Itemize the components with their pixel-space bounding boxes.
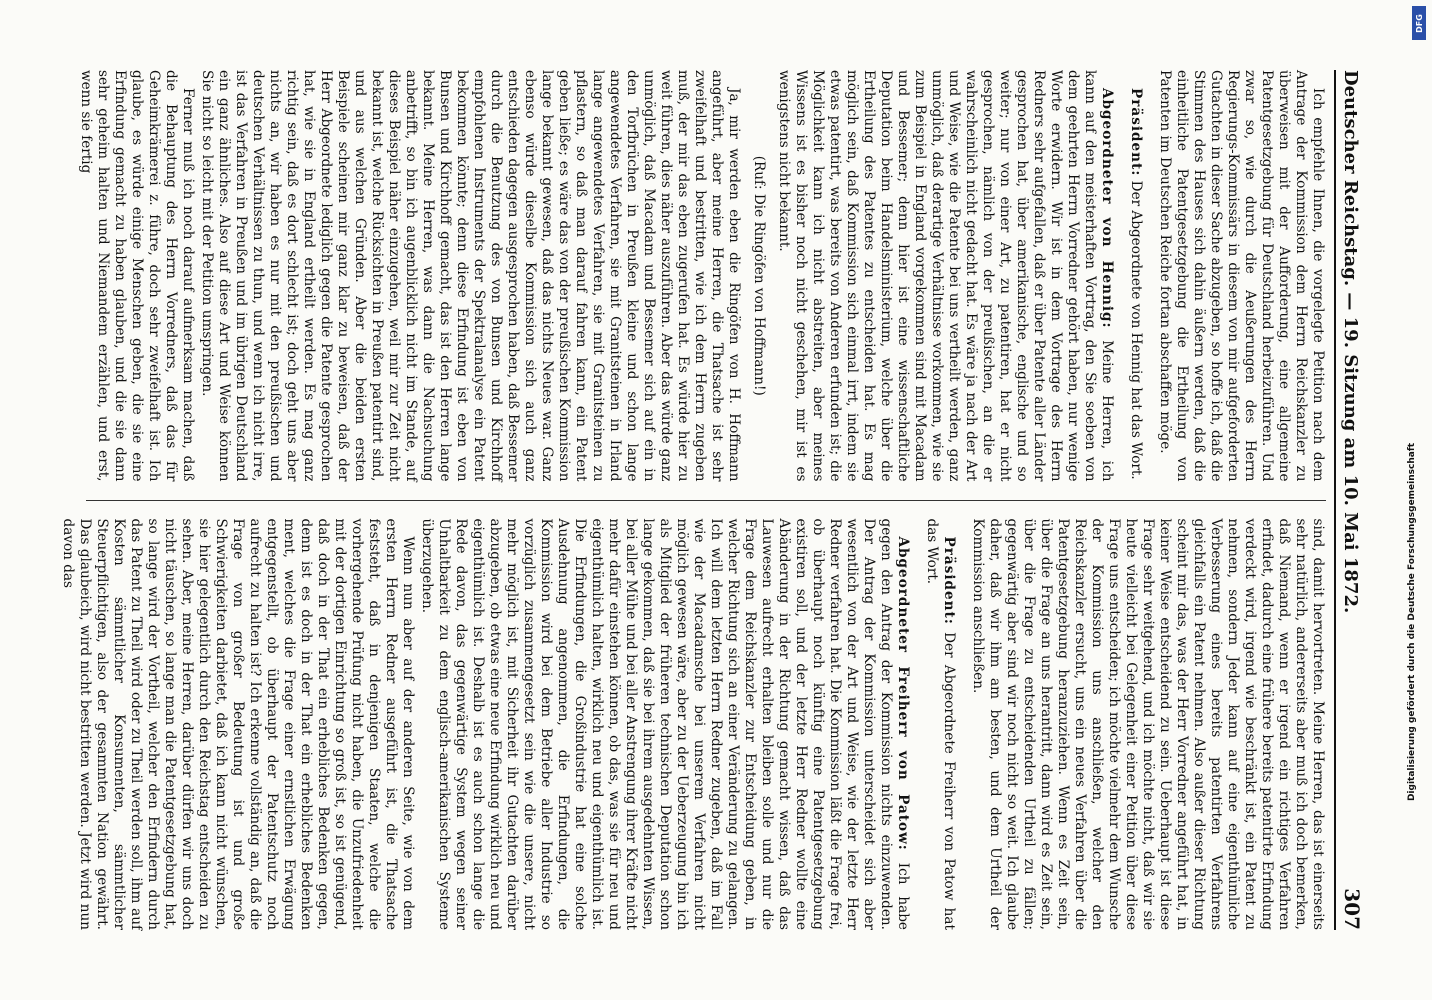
speaker-label: Präsident: <box>941 536 957 625</box>
speaker-label: Abgeordneter Freiherr von Patow: <box>895 536 911 851</box>
credit-text: Digitalisierung gefördert durch die Deutsche Forschungsgemeinschaft <box>1407 442 1417 802</box>
dfg-logo <box>1412 6 1426 40</box>
paragraph <box>775 70 1115 482</box>
dfg-logo-text: DFG <box>1414 13 1424 33</box>
paragraph <box>418 519 911 931</box>
interjection: (Ruf: Die Ringöfen von Hoffmann!) <box>751 155 767 396</box>
page-header <box>1334 70 1364 930</box>
paragraph <box>923 519 957 931</box>
column-divider <box>86 500 1326 501</box>
left-column <box>78 70 1326 482</box>
digitization-credit <box>1404 252 1420 992</box>
speech-text: Meine Herren, ich kann auf den meisterhaften Vortrag, den Sie soeben von dem geehrten Herrn Vorredner gehört haben, nur wenige Worte erwidern. Wir ist in dem Vortrage des Herrn Redners sehr aufgefallen, daß er über Patente aller Länder gesprochen hat, über amerikanische, englische und so weiter; nur von einer Art, zu patentiren, hat er nicht gesprochen, nämlich von der preußischen, an die er wahrscheinlich nicht gedacht hat. Es wäre ja nach der Art und Weise, wie die Patente bei uns vertheilt werden, ganz unmöglich, daß derartige Verhältnisse vorkommen, wie sie zum Beispiel in England vorgekommen sind mit Macadam und Bessemer; denn hier ist eine wissenschaftliche Deputation beim Handelsministerium, welche über die Ertheilung des Patentes zu entscheiden hat. Es mag möglich sein, daß Kommission sich einmal irrt, indem sie etwas patentirt, was bereits von Anderen erfunden ist; die Möglichkeit kann ich nicht abstreiten, aber meines Wissens ist es bisher noch nicht geschehen, mir ist es wenigstens nicht bekannt. <box>776 70 1115 482</box>
text-columns <box>60 70 1326 930</box>
paragraph: Ja, mir werden eben die Ringöfen von H. Hoffmann angeführt, aber meine Herren, die Thatsache ist sehr zweifelhaft und bestritten, wie ich dem Herrn zugeben muß, der mir das eben zugerufen hat. Es würde hier zu weit führen, dies näher auszuführen. Aber das würde ganz unmöglich, daß Macadam und Bessemer sich auf ein in den Torfbrüchen in Preußen kleine und schon lange angewendetes Verfahren, sie mit Granitsteinen in Irland lange angewendetes Verfahren, sie mit Granitsteinen zu pflastern, so daß man darauf fahren kann, ein Patent geben ließe; es wäre das von der preußischen Kommission lange bekannt gewesen, daß das nichts Neues war. Ganz ebenso würde dieselbe Kommission sich auch ganz entschieden dagegen ausgesprochen haben, daß Bessemer durch die Benutzung des von Bunsen und Kirchhoff empfohlenen Instruments der Spektralanalyse ein Patent bekommen könnte; denn diese Erfindung ist eben von Bunsen und Kirchhoff gemacht, das ist den Herren lange bekannt. Meine Herren, was dann die Nachsuchung anbetrifft, so bin ich augenblicklich nicht im Stande, auf dieses Beispiel näher einzugehen, weil mir zur Zeit nicht bekannt ist, welche Rücksichten in Preußen patentirt sind, und aus welchen Gründen. Aber die beiden ersten Beispiele scheinen mir ganz klar zu beweisen, daß der Herr Abgeordnete lediglich gegen die Patente gesprochen hat, wie sie in England ertheilt werden. Es mag ganz richtig sein, daß es dort schlecht ist; doch geht uns aber nichts an, wir haben es nur mit den preußischen und deutschen Verhältnissen zu thun, und wenn ich nicht irre, ist das Verfahren in Preußen und im übrigen Deutschland ein ganz ähnliches. Also auf diese Art und Weise können Sie nicht so leicht mit der Petition umspringen. <box>199 70 742 482</box>
speaker-label: Präsident: <box>1128 88 1144 177</box>
paragraph: Wenn nun aber auf der anderen Seite, wie von dem ersten Herrn Redner ausgeführt ist, die Thatsache feststeht, daß in denjenigen Staaten, welche die vorhergehende Prüfung nicht haben, die Unzufriedenheit mit der dortigen Einrichtung so groß ist, so ist genügend, daß doch in der That ein erhebliches Bedenken gegen, denn ist es doch in der That ein erhebliches Bedenken ment, welches die Frage einer ernstlichen Erwägung entgegenstellt, ob überhaupt der Patentschutz noch aufrecht zu halten ist? Ich erkenne vollständig an, daß die Frage von großer Bedeutung ist und große Schwierigkeiten darbietet, daß ich kann nicht wünschen, sie hier gelegentlich durch den Reichstag entscheiden zu sehen. Aber, meine Herren, darüber dürfen wir uns doch nicht täuschen, so lange man die Patentgesetzgebung hat, so lange wird der Vortheil, welcher den Erfindern durch das Patent zu Theil wird oder zu Theil werden soll, ihm auf Kosten sämmtlicher Konsumenten, sämmtlicher Steuerpflichtigen, also der gesammten Nation gewährt. Das glaubeich, wird nicht bestritten werden. Jetzt wird nun davon das <box>60 518 416 930</box>
paragraph <box>1127 70 1144 482</box>
paragraph: Ferner muß ich noch darauf aufmerksam machen, daß die Behauptung des Herrn Vorredners, daß das für Geheimkrämerei z. führe, doch sehr zweifelhaft ist. Ich glaube, es würde einige Menschen geben, die sie eine Erfindung gemacht zu haben glauben, und die sie dann sehr geheim halten und Niemandem erzählen, und erst, wenn sie fertig <box>78 70 196 482</box>
rotated-document-page <box>46 30 1386 970</box>
paragraph: sind, damit hervortreten. Meine Herren, das ist einerseits sehr natürlich, andererseits aber muß ich doch bemerken, daß Niemand, wenn er irgend ein richtiges Verfahren erfindet, dadurch eine frühere bereits patentirte Erfindung verdeckt wird, irgend wie beschränkt ist, ein Patent zu nehmen, sondern Jeder kann auf eine eigenthümliche Verbesserung eines bereits patentirten Verfahrens gleichfalls ein Patent nehmen. Also außer dieser Richtung scheint mir das, was der Herr Vorredner angeführt hat, in keiner Weise entscheidend zu sein. Ueberhaupt ist diese Frage sehr weitgehend, und ich möchte nicht, daß wir sie heute vielleicht bei Gelegenheit einer Petition über diese Frage uns entscheiden; ich möchte vielmehr dem Wunsche der Kommission uns anschließen, welcher den Reichskanzler ersucht, uns ein neues Verfahren über die Patentgesetzgebung heranzuziehen. Wenn es Zeit sein, über die Frage an uns herantritt, dann wird es Zeit sein, über die Frage zu entscheidenden Urtheil zu fällen; gegenwärtig aber sind wir noch nicht so weit. Ich glaube daher, daß wir ihm am besten, und dem Urtheil der Kommission anschließen. <box>970 518 1326 930</box>
paragraph: Ich empfehle Ihnen, die vorgelegte Petition nach dem Antrage der Kommission dem Herrn Reichskanzler zu überweisen mit der Aufforderung, eine allgemeine Patentgesetzgebung für Deutschland herbeizuführen. Und zwar so, wie durch die Aeußerungen des Herrn Regierungs-Kommissärs in diesem von mir aufgeforderten Gutachten in dieser Sache abzugeben, so hoffe ich, daß die Stimmen des Hauses sich dahin äußern werden, daß die einheitliche Patentgesetzgebung die Ertheilung von Patenten im Deutschen Reiche fortan abschaffen möge. <box>1157 70 1326 482</box>
speech-text: Der Abgeordnete von Hennig hat das Wort. <box>1128 180 1144 480</box>
right-column <box>60 518 1326 931</box>
running-head: Deutscher Reichstag. — 19. Sitzung am 10. Mai 1872. <box>1340 70 1361 614</box>
page-number: 307 <box>1340 888 1364 930</box>
speaker-label: Abgeordneter von Hennig: <box>1099 88 1115 329</box>
speech-text: Ich habe gegen den Antrag der Kommission nichts einzuwenden. Der Antrag der Kommission unterscheidet sich aber wesentlich von der Art und Weise, wie der letzte Herr Redner verfahren hat. Die Kommission läßt die Frage frei, ob überhaupt noch künftig eine Patentgesetzgebung existiren soll, und der letzte Herr Redner wollte eine Abänderung in der Richtung gemacht wissen, daß das Lauwesen aufrecht erhalten bleiben solle und nur die Frage dem Reichskanzler zur Entscheidung geben, in welcher Richtung sich an einer Veränderung zu gelangen. Ich will dem letzten Herrn Redner zugeben, daß im Fall wie der Macadamsche bei unserem Verfahren nicht möglich gewesen wäre, aber zu der Ueberzeugung bin ich als Mitglied der früheren technischen Deputation schon lange gekommen, daß sie bei ihrem ausgedehnten Wissen, bei aller Mühe und bei aller Anstrengung ihrer Kräfte nicht mehr dafür einstehen können, ob das, was sie für neu und eigenthümlich halten, wirklich neu und eigenthümlich ist. Die Erfindungen, die Großindustrie hat eine solche Ausdehnung angenommen, die Erfindungen, die Kommission wird bei dem Betriebe aller Industrie so vorzüglich zusammengesetzt sein wie die unsere, nicht mehr möglich ist, mit Sicherheit ihr Gutachten darüber abzugeben, ob etwas eine neue Erfindung wirklich neu und eigenthümlich ist. Deshalb ist es auch schon lange die Rede davon, das gegenwärtige System wegen seiner Unhaltbarkeit zu dem englisch-amerikanischen Systeme überzugehen. <box>419 518 911 930</box>
speech-text: Der Abgeordnete Freiherr von Patow hat das Wort. <box>924 518 957 930</box>
